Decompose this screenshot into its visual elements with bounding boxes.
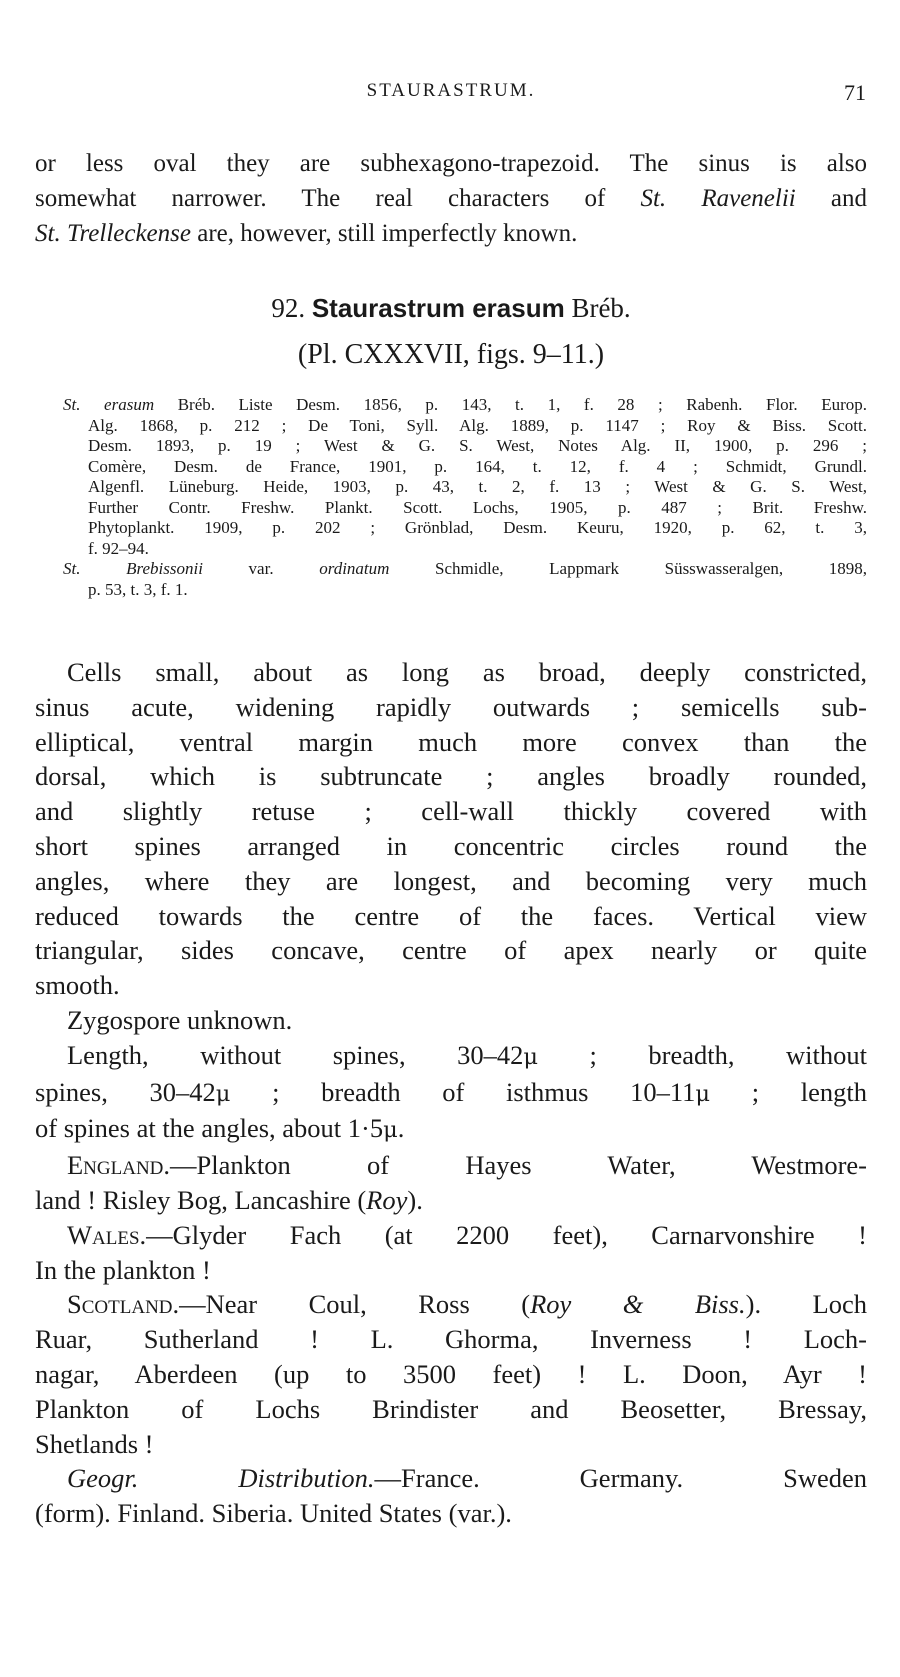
micron-symbol: μ <box>215 1080 231 1107</box>
measurement-text: ; breadth, without <box>589 1039 867 1070</box>
running-head <box>36 80 866 110</box>
measurement-text: ; length <box>751 1076 867 1107</box>
measurement-text: Length, without spines, 30–42 <box>67 1039 524 1070</box>
synonym-line <box>63 559 867 580</box>
measurement-text: ; breadth of isthmus 10–11 <box>272 1076 696 1107</box>
species-description <box>35 655 867 1531</box>
measurements-line <box>35 1111 867 1148</box>
description-line: angles, where they are longest, and becoming very much <box>35 865 867 896</box>
citation-line: Desm. 1893, p. 19 ; West & G. S. West, Notes Alg. II, 1900, p. 296 ; <box>88 436 867 455</box>
locality-line: Shetlands ! <box>35 1428 154 1459</box>
locality-line: In the plankton ! <box>35 1254 211 1285</box>
description-line: reduced towards the centre of the faces. Vertical view <box>35 900 867 931</box>
locality-text: —Plankton of Hayes Water, Westmore- <box>170 1150 867 1181</box>
citation-line: p. 53, t. 3, f. 1. <box>88 579 188 599</box>
intro-text: somewhat narrower. The real characters of <box>35 185 606 212</box>
citation-line: Comère, Desm. de France, 1901, p. 164, t. 12, f. 4 ; Schmidt, Grundl. <box>88 456 867 476</box>
locality-line: Ruar, Sutherland ! L. Ghorma, Inverness ! Loch- <box>35 1324 867 1355</box>
locality-line: nagar, Aberdeen (up to 3500 feet) ! L. Doon, Ayr ! <box>35 1358 867 1389</box>
distribution-label: Geogr. Distribution. <box>67 1463 375 1494</box>
description-line: dorsal, which is subtruncate ; angles broadly rounded, <box>35 761 867 792</box>
locality-line <box>35 1183 867 1218</box>
synonymy-list <box>63 395 867 600</box>
species-ref: St. Ravenelii <box>640 185 796 212</box>
measurements-line <box>35 1038 867 1075</box>
distribution-text: —France. Germany. Sweden <box>374 1463 867 1494</box>
measurement-text: spines, 30–42 <box>35 1076 216 1107</box>
description-line: Cells small, about as long as broad, deeply constricted, <box>67 657 867 687</box>
species-ref: St. Trelleckense <box>35 220 191 247</box>
region-label: Scotland. <box>67 1289 180 1320</box>
micron-symbol: μ <box>383 1117 398 1144</box>
intro-text: are, however, still imperfectly known. <box>197 220 578 247</box>
citation-line: Alg. 1868, p. 212 ; De Toni, Syll. Alg. 1889, p. 1147 ; Roy & Biss. Scott. <box>88 415 867 435</box>
citation: Bréb. Liste Desm. 1856, p. 143, t. 1, f. 28 ; Rabenh. Flor. Europ. <box>177 395 867 414</box>
citation-line: Algenfl. Lüneburg. Heide, 1903, p. 43, t. 2, f. 13 ; West & G. S. West, <box>88 477 867 496</box>
locality-text: ). <box>407 1184 423 1215</box>
species-heading <box>35 290 867 326</box>
conjunction: and <box>830 185 867 212</box>
region-label: England. <box>67 1150 171 1181</box>
description-line: and slightly retuse ; cell-wall thickly covered with <box>35 796 867 827</box>
description-line: elliptical, ventral margin much more convex than the <box>35 726 867 757</box>
distribution-line: (form). Finland. Siberia. United States (var.). <box>35 1498 512 1529</box>
synonym-line <box>63 395 867 416</box>
locality-text: ). Loch <box>745 1289 867 1320</box>
measurements-line <box>35 1075 867 1112</box>
measurement-text: . <box>397 1113 405 1144</box>
description-line: triangular, sides concave, centre of apex nearly or quite <box>35 935 867 966</box>
variety-name: ordinatum <box>319 559 390 578</box>
locality-text: —Glyder Fach (at 2200 feet), Carnarvonshire ! <box>146 1219 867 1250</box>
zygospore-note: Zygospore unknown. <box>67 1004 293 1035</box>
plate-reference: (Pl. CXXXVII, figs. 9–11.) <box>297 339 605 370</box>
citation: Schmidle, Lappmark Süsswasseralgen, 1898, <box>435 559 867 578</box>
citation-line: Further Contr. Freshw. Plankt. Scott. Lochs, 1905, p. 487 ; Brit. Freshw. <box>88 497 867 517</box>
description-line: short spines arranged in concentric circles round the <box>35 830 867 861</box>
distribution-line <box>35 1461 867 1496</box>
species-author: Bréb. <box>571 293 631 323</box>
citation-line: Phytoplankt. 1909, p. 202 ; Grönblad, Desm. Keuru, 1920, p. 62, t. 3, <box>88 518 867 537</box>
collector-name: Roy <box>366 1184 408 1215</box>
description-line: smooth. <box>35 970 120 1001</box>
citation-line: f. 92–94. <box>88 538 149 558</box>
running-title: STAURASTRUM. <box>366 80 536 101</box>
synonym-name: St. erasum <box>63 395 155 414</box>
intro-line: or less oval they are subhexagono-trapezoid. The sinus is also <box>35 150 867 177</box>
locality-wales <box>35 1218 867 1253</box>
collector-name: Roy & Biss. <box>530 1289 746 1320</box>
synonym-name: St. Brebissonii <box>63 559 203 578</box>
locality-text: land ! Risley Bog, Lancashire ( <box>35 1184 367 1215</box>
locality-england <box>35 1148 867 1183</box>
species-name: Staurastrum erasum <box>311 293 565 323</box>
species-number: 92. <box>271 293 306 323</box>
micron-symbol: μ <box>695 1080 711 1107</box>
variety-abbrev: var. <box>248 559 274 578</box>
locality-scotland <box>35 1287 867 1322</box>
locality-text: —Near Coul, Ross ( <box>179 1289 531 1320</box>
intro-line <box>35 216 867 251</box>
measurement-text: of spines at the angles, about 1·5 <box>35 1113 384 1144</box>
intro-line <box>35 181 867 216</box>
page-number: 71 <box>844 80 866 105</box>
description-line: sinus acute, widening rapidly outwards ; semicells sub- <box>35 691 867 722</box>
intro-paragraph <box>35 146 867 251</box>
region-label: Wales. <box>67 1219 147 1250</box>
micron-symbol: μ <box>523 1043 538 1070</box>
locality-line: Plankton of Lochs Brindister and Beosetter, Bressay, <box>35 1393 867 1424</box>
